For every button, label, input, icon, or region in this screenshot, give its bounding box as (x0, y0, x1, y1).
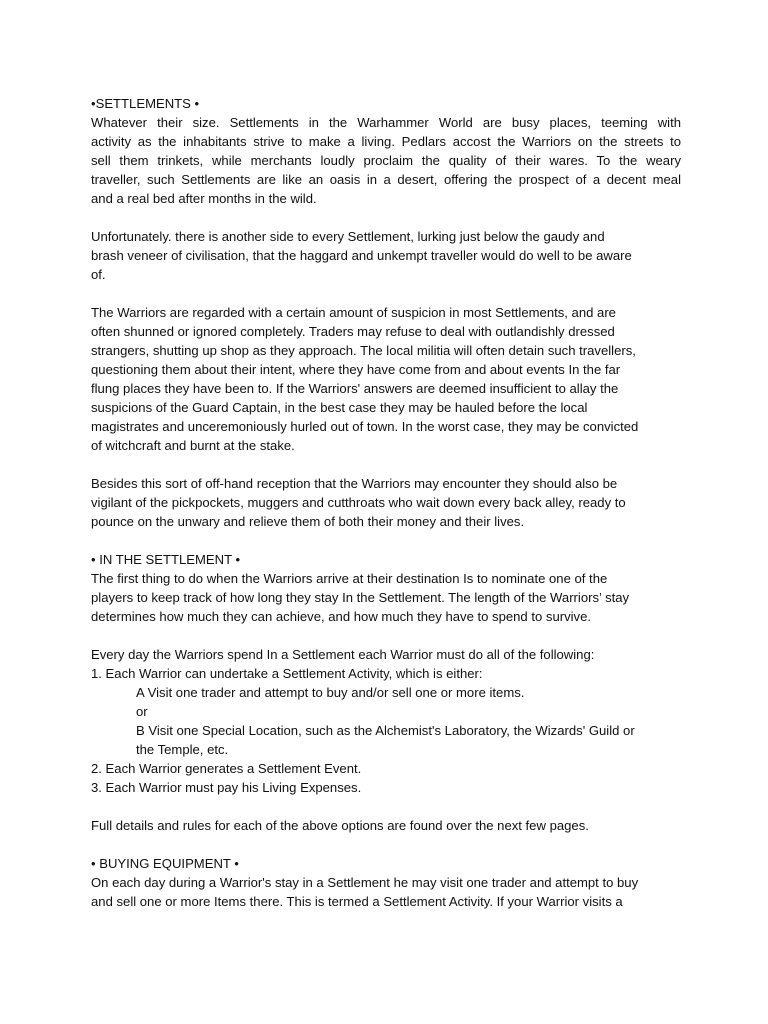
paragraph-unfortunately (91, 227, 681, 284)
paragraph-buying (91, 873, 681, 911)
text-line: of witchcraft and burnt at the stake. (91, 438, 295, 453)
text-line: often shunned or ignored completely. Traders may refuse to deal with outlandishly dressed (91, 324, 615, 339)
paragraph-arrival (91, 569, 681, 626)
text-line: magistrates and unceremoniously hurled out of town. In the worst case, they may be convicted (91, 419, 639, 434)
text-line: On each day during a Warrior's stay in a Settlement he may visit one trader and attempt to buy (91, 875, 639, 890)
text-line: Whatever their size. Settlements in the Warhammer World are busy places, teeming with (91, 115, 681, 130)
text-line: The Warriors are regarded with a certain amount of suspicion in most Settlements, and are (91, 305, 616, 320)
text-line: pounce on the unwary and relieve them of both their money and their lives. (91, 514, 525, 529)
section-heading-buying-equipment: • BUYING EQUIPMENT • (91, 856, 239, 871)
paragraph-full-details: Full details and rules for each of the above options are found over the next few pages. (91, 818, 589, 833)
text-line: activity as the inhabitants strive to make a living. Pedlars accost the Warriors on the streets to (91, 134, 681, 149)
text-line: and a real bed after months in the wild. (91, 191, 317, 206)
text-line: traveller, such Settlements are like an oasis in a desert, offering the prospect of a decent meal (91, 172, 681, 187)
section-heading-settlements: •SETTLEMENTS • (91, 96, 200, 111)
text-line: brash veneer of civilisation, that the haggard and unkempt traveller would do well to be aware (91, 248, 632, 263)
text-line: of. (91, 267, 106, 282)
text-line: vigilant of the pickpockets, muggers and cutthroats who wait down every back alley, ready to (91, 495, 626, 510)
text-line: questioning them about their intent, where they have come from and about events In the far (91, 362, 621, 377)
text-line: players to keep track of how long they stay In the Settlement. The length of the Warriors’ stay (91, 590, 630, 605)
list-item: 3. Each Warrior must pay his Living Expenses. (91, 780, 362, 795)
section-heading-in-the-settlement: • IN THE SETTLEMENT • (91, 552, 241, 567)
list-option-b: B Visit one Special Location, such as the Alchemist's Laboratory, the Wizards' Guild or (136, 723, 635, 738)
text-line: flung places they have been to. If the Warriors' answers are deemed insufficient to allay the (91, 381, 619, 396)
list-option-a: A Visit one trader and attempt to buy and/or sell one or more items. (136, 685, 525, 700)
daily-activities-list (91, 645, 681, 797)
text-line: determines how much they can achieve, and how much they have to spend to survive. (91, 609, 592, 624)
list-item: 1. Each Warrior can undertake a Settlement Activity, which is either: (91, 666, 483, 681)
text-line: sell them trinkets, while merchants loudly proclaim the quality of their wares. To the weary (91, 153, 681, 168)
list-option-b-continued: the Temple, etc. (136, 742, 229, 757)
list-option-or: or (136, 704, 148, 719)
paragraph-suspicion (91, 303, 681, 455)
text-line: Unfortunately. there is another side to every Settlement, lurking just below the gaudy and (91, 229, 605, 244)
paragraph-pickpockets (91, 474, 681, 531)
text-line: The first thing to do when the Warriors arrive at their destination Is to nominate one of the (91, 571, 608, 586)
text-line: strangers, shutting up shop as they approach. The local militia will often detain such travellers, (91, 343, 636, 358)
text-line: suspicions of the Guard Captain, in the best case they may be hauled before the local (91, 400, 588, 415)
text-line: and sell one or more Items there. This is termed a Settlement Activity. If your Warrior visits a (91, 894, 623, 909)
document-page (91, 94, 681, 911)
text-line: Besides this sort of off-hand reception that the Warriors may encounter they should also be (91, 476, 618, 491)
list-intro: Every day the Warriors spend In a Settlement each Warrior must do all of the following: (91, 647, 595, 662)
list-item: 2. Each Warrior generates a Settlement Event. (91, 761, 362, 776)
paragraph-settlement-intro (91, 113, 681, 208)
